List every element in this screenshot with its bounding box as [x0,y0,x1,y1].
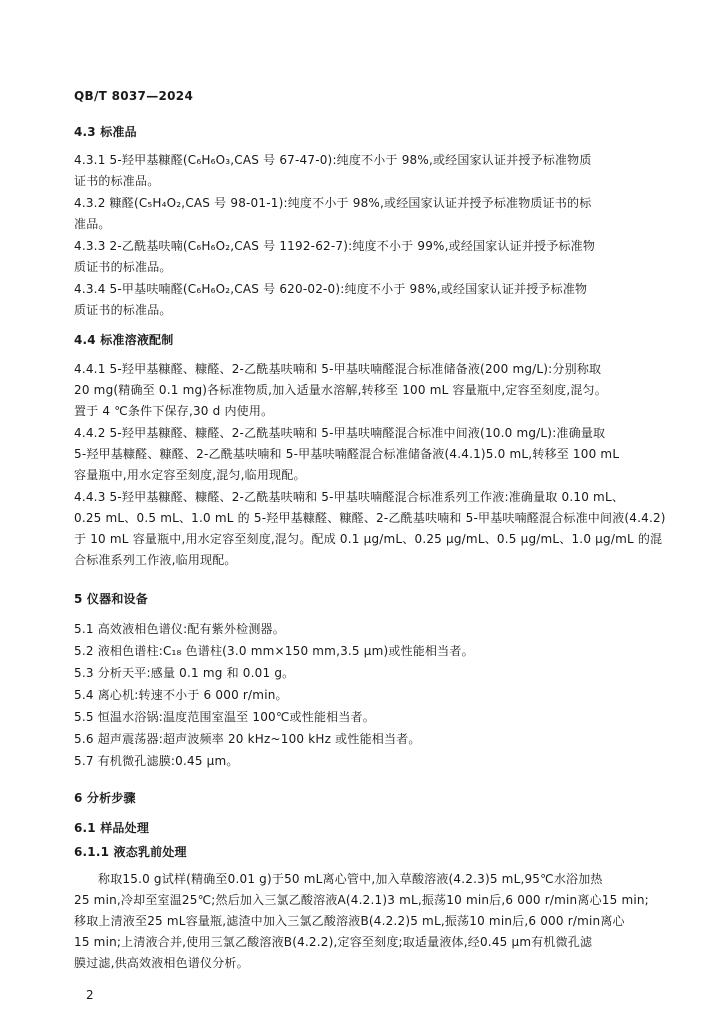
clause-4-3-3-line1: 4.3.3 2-乙酰基呋喃(C₆H₆O₂,CAS 号 1192-62-7):纯度不小于 99%,或经国家认证并授予标准物 [74,239,596,253]
page-number: 2 [86,988,94,1002]
clause-4-4-3-line4: 合标准系列工作液,临用现配。 [74,553,237,567]
clause-5-2: 5.2 液相色谱柱:C₁₈ 色谱柱(3.0 mm×150 mm,3.5 μm)或性能相当者。 [74,644,474,658]
chapter-6-heading: 6 分析步骤 [74,791,136,805]
clause-5-1: 5.1 高效液相色谱仪:配有紫外检测器。 [74,622,285,636]
clause-4-3-1-line2: 证书的标准品。 [74,174,160,188]
section-4-3-heading: 4.3 标准品 [74,125,137,139]
clause-4-4-1-line2: 20 mg(精确至 0.1 mg)各标准物质,加入适量水溶解,转移至 100 mL 容量瓶中,定容至刻度,混匀。 [74,383,607,397]
clause-4-4-1-line3: 置于 4 ℃条件下保存,30 d 内使用。 [74,404,274,418]
clause-4-3-3-line2: 质证书的标准品。 [74,260,172,274]
procedure-line4: 15 min;上清液合并,使用三氯乙酸溶液B(4.2.2),定容至刻度;取适量液体,经0.45 μm有机微孔滤 [74,935,593,949]
chapter-5-heading: 5 仪器和设备 [74,592,148,606]
clause-5-7: 5.7 有机微孔滤膜:0.45 μm。 [74,754,239,768]
clause-4-3-1-line1: 4.3.1 5-羟甲基糠醛(C₆H₆O₃,CAS 号 67-47-0):纯度不小于 98%,或经国家认证并授予标准物质 [74,153,592,167]
clause-4-4-1-line1: 4.4.1 5-羟甲基糠醛、糠醛、2-乙酰基呋喃和 5-甲基呋喃醛混合标准储备液(200 mg/L):分别称取 [74,362,602,376]
clause-4-3-4-line2: 质证书的标准品。 [74,303,172,317]
clause-5-4: 5.4 离心机:转速不小于 6 000 r/min。 [74,688,288,702]
section-4-4-heading: 4.4 标准溶液配制 [74,333,174,347]
clause-4-4-3-line2: 0.25 mL、0.5 mL、1.0 mL 的 5-羟甲基糠醛、糠醛、2-乙酰基呋喃和 5-甲基呋喃醛混合标准中间液(4.4.2) [74,511,666,525]
clause-4-3-2-line2: 准品。 [74,217,111,231]
clause-4-3-2-line1: 4.3.2 糠醛(C₅H₄O₂,CAS 号 98-01-1):纯度不小于 98%,或经国家认证并授予标准物质证书的标 [74,196,592,210]
clause-4-4-2-line1: 4.4.2 5-羟甲基糠醛、糠醛、2-乙酰基呋喃和 5-甲基呋喃醛混合标准中间液(10.0 mg/L):准确量取 [74,426,606,440]
procedure-line1: 称取15.0 g试样(精确至0.01 g)于50 mL离心管中,加入草酸溶液(4.2.3)5 mL,95℃水浴加热 [98,872,603,886]
clause-4-4-2-line2: 5-羟甲基糠醛、糠醛、2-乙酰基呋喃和 5-甲基呋喃醛混合标准储备液(4.4.1)5.0 mL,转移至 100 mL [74,447,620,461]
clause-4-4-3-line3: 于 10 mL 容量瓶中,用水定容至刻度,混匀。配成 0.1 μg/mL、0.25 μg/mL、0.5 μg/mL、1.0 μg/mL 的混 [74,532,663,546]
procedure-line3: 移取上清液至25 mL容量瓶,滤渣中加入三氯乙酸溶液B(4.2.2)5 mL,振荡10 min后,6 000 r/min离心 [74,914,625,928]
standard-number: QB/T 8037—2024 [74,89,194,103]
clause-4-3-4-line1: 4.3.4 5-甲基呋喃醛(C₆H₆O₂,CAS 号 620-02-0):纯度不小于 98%,或经国家认证并授予标准物 [74,282,588,296]
section-6-1-1-heading: 6.1.1 液态乳前处理 [74,845,187,859]
clause-4-4-3-line1: 4.4.3 5-羟甲基糠醛、糠醛、2-乙酰基呋喃和 5-甲基呋喃醛混合标准系列工作液:准确量取 0.10 mL、 [74,490,625,504]
procedure-line2: 25 min,冷却至室温25℃;然后加入三氯乙酸溶液A(4.2.1)3 mL,振荡10 min后,6 000 r/min离心15 min; [74,893,649,907]
clause-4-4-2-line3: 容量瓶中,用水定容至刻度,混匀,临用现配。 [74,468,306,482]
procedure-line5: 膜过滤,供高效液相色谱仪分析。 [74,956,249,970]
section-6-1-heading: 6.1 样品处理 [74,821,150,835]
clause-5-3: 5.3 分析天平:感量 0.1 mg 和 0.01 g。 [74,666,295,680]
clause-5-5: 5.5 恒温水浴锅:温度范围室温至 100℃或性能相当者。 [74,710,375,724]
clause-5-6: 5.6 超声震荡器:超声波频率 20 kHz~100 kHz 或性能相当者。 [74,732,421,746]
